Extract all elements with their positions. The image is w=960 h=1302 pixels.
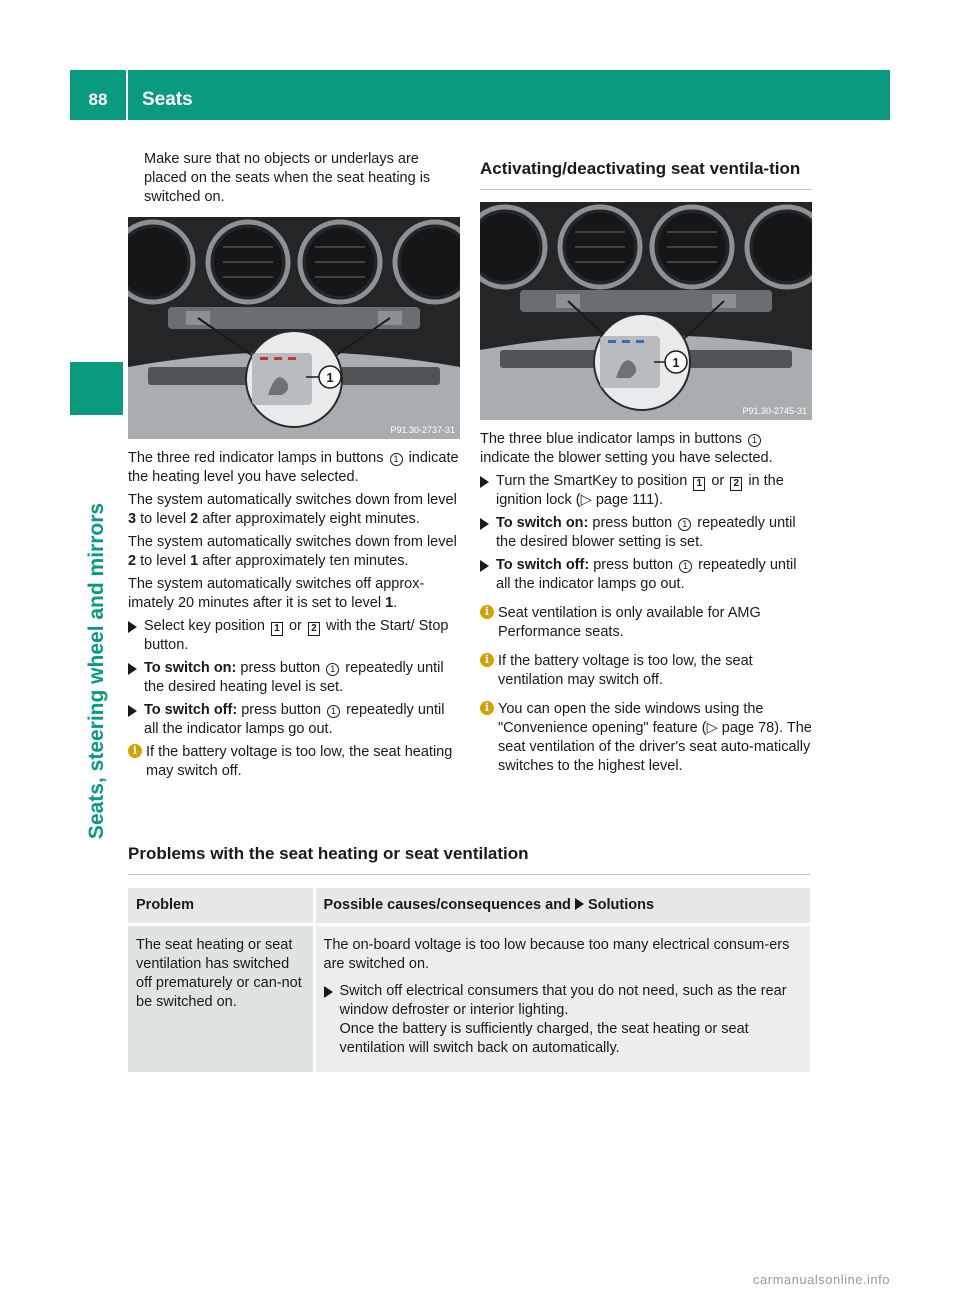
- callout-number: 1: [672, 355, 680, 370]
- dashboard-buttons-illustration: [480, 202, 812, 420]
- photo-code: P91.30-2745-31: [742, 406, 807, 416]
- problems-section: [128, 843, 810, 1072]
- button-1-icon: 1: [390, 453, 403, 466]
- solution-cell: The on-board voltage is too low because too many electrical consum-ers are switched on. Switch off electrical consumers that you do not need, such as the rear window defroster or interior lighting. Once the battery is sufficiently charged, the seat heating or seat ventilation will switch back on automatically.: [314, 925, 810, 1073]
- sidebar-chapter-label: Seats, steering wheel and mirrors: [85, 502, 108, 840]
- button-1-icon: 1: [327, 705, 340, 718]
- problem-cell: The seat heating or seat ventilation has switched off prematurely or can-not be switched on.: [128, 925, 314, 1073]
- photo-code: P91.30-2737-31: [390, 425, 455, 435]
- step-arrow-icon: [128, 705, 137, 717]
- button-1-icon: 1: [678, 518, 691, 531]
- step-switch-off: To switch off: press button 1 repeatedly until all the indicator lamps go out.: [480, 556, 812, 594]
- step-arrow-icon: [480, 518, 489, 530]
- info-note-convenience: i You can open the side windows using the "Convenience opening" feature (▷ page 78). The seat ventilation of the driver's seat auto-matically switches to the highest level.: [480, 700, 812, 776]
- intro-text: Make sure that no objects or underlays are placed on the seats when the seat heating is switched on.: [144, 151, 431, 205]
- seat-ventilation-photo: [480, 202, 812, 420]
- key-position-2-icon: 2: [730, 477, 742, 491]
- page-number: 88: [88, 90, 108, 109]
- auto-switch-text-3: The system automatically switches off approx-imately 20 minutes after it is set to level 1.: [128, 576, 425, 611]
- step-switch-on: To switch on: press button 1 repeatedly until the desired heating level is set.: [128, 659, 460, 697]
- auto-switch-text-2: The system automatically switches down from level 2 to level 1 after approximately ten minutes.: [128, 534, 457, 569]
- info-note-amg: i Seat ventilation is only available for AMG Performance seats.: [480, 604, 812, 642]
- column-header-solutions: Possible causes/consequences and Solutions: [314, 888, 810, 925]
- page-ref-link[interactable]: page 78).: [721, 720, 784, 736]
- step-select-key: Select key position 1 or 2 with the Start/ Stop button.: [128, 617, 460, 655]
- page-ref-link[interactable]: page 111).: [595, 492, 663, 508]
- step-switch-off-consumers: Switch off electrical consumers that you do not need, such as the rear window defroster or interior lighting. Once the battery is sufficiently charged, the seat heating or seat ventilation will switch back on automatically.: [324, 982, 803, 1058]
- step-switch-on: To switch on: press button 1 repeatedly until the desired blower setting is set.: [480, 514, 812, 552]
- auto-switch-text-1: The system automatically switches down from level 3 to level 2 after approximately eight minutes.: [128, 492, 457, 527]
- button-1-icon: 1: [748, 434, 761, 447]
- header-divider: [126, 70, 128, 120]
- heating-lamps-text: The three red indicator lamps in buttons 1 indicate the heating level you have selected.: [128, 450, 459, 485]
- right-column: [480, 158, 812, 782]
- table-row: [128, 925, 810, 1073]
- table-header-row: [128, 888, 810, 925]
- info-icon: i: [480, 701, 494, 715]
- watermark: carmanualsonline.info: [753, 1272, 890, 1287]
- info-note-battery: i If the battery voltage is too low, the seat heating may switch off.: [128, 743, 460, 781]
- step-turn-smartkey: Turn the SmartKey to position 1 or 2 in the ignition lock (▷ page 111).: [480, 472, 812, 510]
- step-arrow-icon: [480, 476, 489, 488]
- info-icon: i: [480, 653, 494, 667]
- callout-number: 1: [326, 370, 334, 385]
- step-arrow-icon: [324, 986, 333, 998]
- step-arrow-icon: [128, 663, 137, 675]
- left-column: [128, 150, 460, 787]
- solutions-arrow-icon: [575, 898, 584, 910]
- step-arrow-icon: [128, 621, 137, 633]
- chapter-title: Seats: [142, 89, 193, 110]
- page-ref-arrow-icon: ▷: [580, 492, 592, 508]
- ventilation-lamps-text: The three blue indicator lamps in buttons 1 indicate the blower setting you have selected.: [480, 431, 773, 466]
- info-note-battery: i If the battery voltage is too low, the seat ventilation may switch off.: [480, 652, 812, 690]
- seat-heating-photo: [128, 217, 460, 439]
- key-position-1-icon: 1: [271, 622, 283, 636]
- page-header: [70, 70, 890, 120]
- info-icon: i: [480, 605, 494, 619]
- step-switch-off: To switch off: press button 1 repeatedly until all the indicator lamps go out.: [128, 701, 460, 739]
- key-position-1-icon: 1: [693, 477, 705, 491]
- page-ref-arrow-icon: ▷: [706, 720, 718, 736]
- column-header-problem: Problem: [128, 888, 314, 925]
- problems-heading: Problems with the seat heating or seat ventilation: [128, 843, 810, 875]
- sidebar-tab-marker: [70, 362, 123, 415]
- info-icon: i: [128, 744, 142, 758]
- button-1-icon: 1: [679, 560, 692, 573]
- section-heading-ventilation: Activating/deactivating seat ventila-tion: [480, 158, 812, 190]
- step-arrow-icon: [480, 560, 489, 572]
- problems-table: [128, 888, 810, 1072]
- button-1-icon: 1: [326, 663, 339, 676]
- key-position-2-icon: 2: [308, 622, 320, 636]
- dashboard-buttons-illustration: [128, 217, 460, 439]
